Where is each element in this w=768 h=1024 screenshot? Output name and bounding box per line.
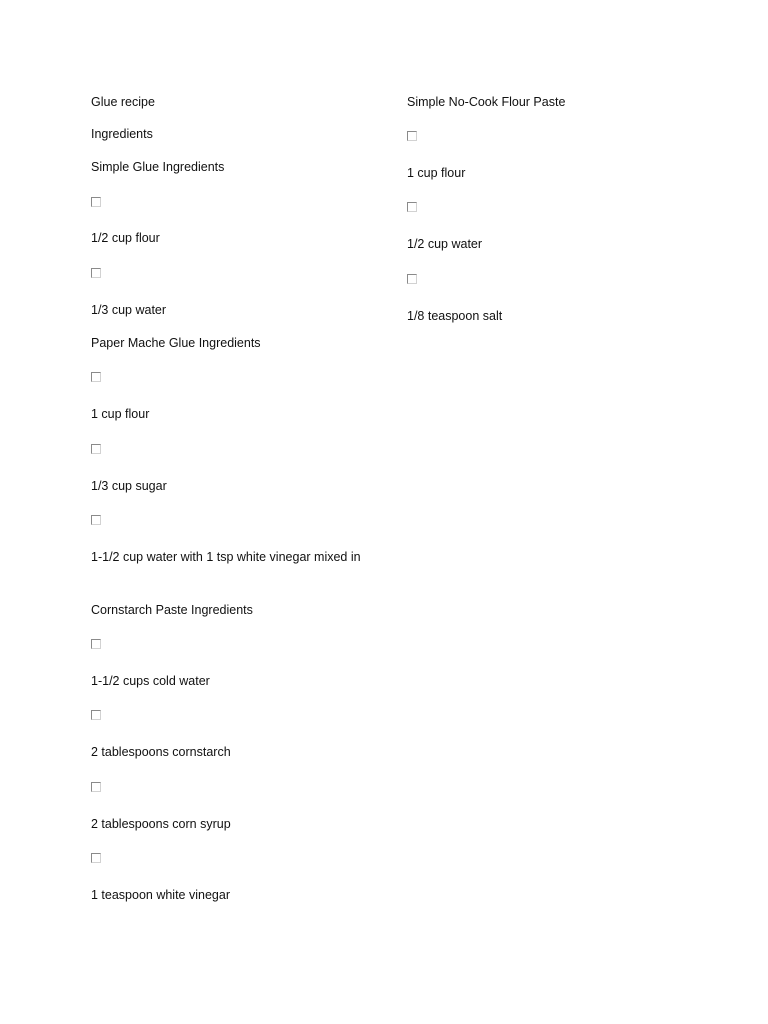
ingredient-item: 1/3 cup water: [91, 303, 167, 317]
checkbox[interactable]: [407, 131, 417, 141]
checkbox[interactable]: [91, 372, 101, 382]
checkbox[interactable]: [407, 274, 417, 284]
paper-mache-heading: Paper Mache Glue Ingredients: [91, 336, 261, 350]
checkbox[interactable]: [91, 639, 101, 649]
ingredient-item: 1 cup flour: [407, 166, 466, 180]
checkbox[interactable]: [91, 268, 101, 278]
checkbox[interactable]: [91, 782, 101, 792]
ingredient-item: 1-1/2 cups cold water: [91, 674, 210, 688]
no-cook-heading: Simple No-Cook Flour Paste: [407, 95, 566, 109]
cornstarch-heading: Cornstarch Paste Ingredients: [91, 603, 253, 617]
ingredient-item: 1/2 cup flour: [91, 231, 160, 245]
checkbox[interactable]: [91, 710, 101, 720]
checkbox[interactable]: [91, 197, 101, 207]
ingredients-heading: Ingredients: [91, 127, 153, 141]
simple-glue-heading: Simple Glue Ingredients: [91, 160, 225, 174]
checkbox[interactable]: [407, 202, 417, 212]
checkbox[interactable]: [91, 515, 101, 525]
ingredient-item: 2 tablespoons cornstarch: [91, 745, 231, 759]
ingredient-item: 1 cup flour: [91, 407, 150, 421]
checkbox[interactable]: [91, 853, 101, 863]
ingredient-item: 1/2 cup water: [407, 237, 483, 251]
ingredient-item: 1/8 teaspoon salt: [407, 309, 503, 323]
recipe-title: Glue recipe: [91, 95, 155, 109]
ingredient-item: 2 tablespoons corn syrup: [91, 817, 231, 831]
ingredient-item: 1/3 cup sugar: [91, 479, 167, 493]
checkbox[interactable]: [91, 444, 101, 454]
ingredient-item: 1-1/2 cup water with 1 tsp white vinegar mixed in: [91, 550, 361, 564]
ingredient-item: 1 teaspoon white vinegar: [91, 888, 230, 902]
